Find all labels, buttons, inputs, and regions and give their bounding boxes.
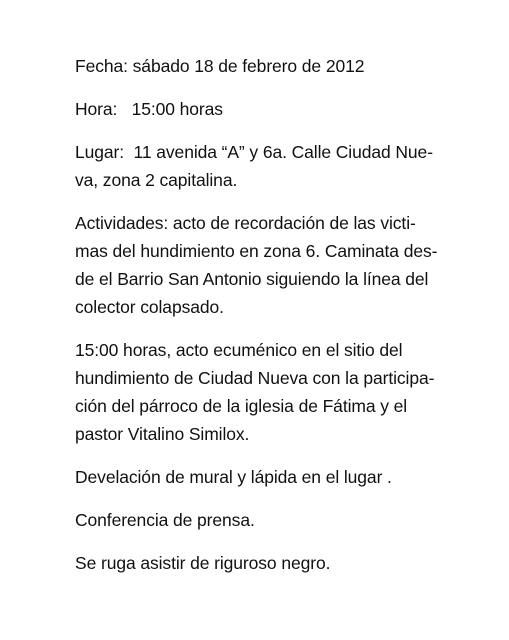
press-conference-text: Conferencia de prensa. xyxy=(75,510,255,530)
activities-paragraph xyxy=(75,209,485,321)
ecumenical-line-2: hundimiento de Ciudad Nueva con la participa- xyxy=(75,368,435,388)
activities-line-1: Actividades: acto de recordación de las victi- xyxy=(75,213,416,233)
ecumenical-line-3: ción del párroco de la iglesia de Fátima y el xyxy=(75,396,408,416)
dress-code-text: Se ruga asistir de riguroso negro. xyxy=(75,553,331,573)
activities-line-3: de el Barrio San Antonio siguiendo la línea del xyxy=(75,269,429,289)
press-conference-line xyxy=(75,506,485,534)
mural-unveiling-line xyxy=(75,463,485,491)
location-paragraph xyxy=(75,138,485,194)
mural-unveiling-text: Develación de mural y lápida en el lugar . xyxy=(75,467,392,487)
location-line-2: va, zona 2 capitalina. xyxy=(75,170,238,190)
activities-line-4: colector colapsado. xyxy=(75,297,224,317)
announcement-document xyxy=(75,52,485,592)
activities-line-2: mas del hundimiento en zona 6. Caminata des- xyxy=(75,241,438,261)
time-line xyxy=(75,95,485,123)
ecumenical-act-paragraph xyxy=(75,336,485,448)
date-text: Fecha: sábado 18 de febrero de 2012 xyxy=(75,56,365,76)
time-text: Hora: 15:00 horas xyxy=(75,99,223,119)
dress-code-line xyxy=(75,549,485,577)
date-line xyxy=(75,52,485,80)
ecumenical-line-1: 15:00 horas, acto ecuménico en el sitio del xyxy=(75,340,403,360)
ecumenical-line-4: pastor Vitalino Similox. xyxy=(75,424,250,444)
location-line-1: Lugar: 11 avenida “A” y 6a. Calle Ciudad Nue- xyxy=(75,142,433,162)
